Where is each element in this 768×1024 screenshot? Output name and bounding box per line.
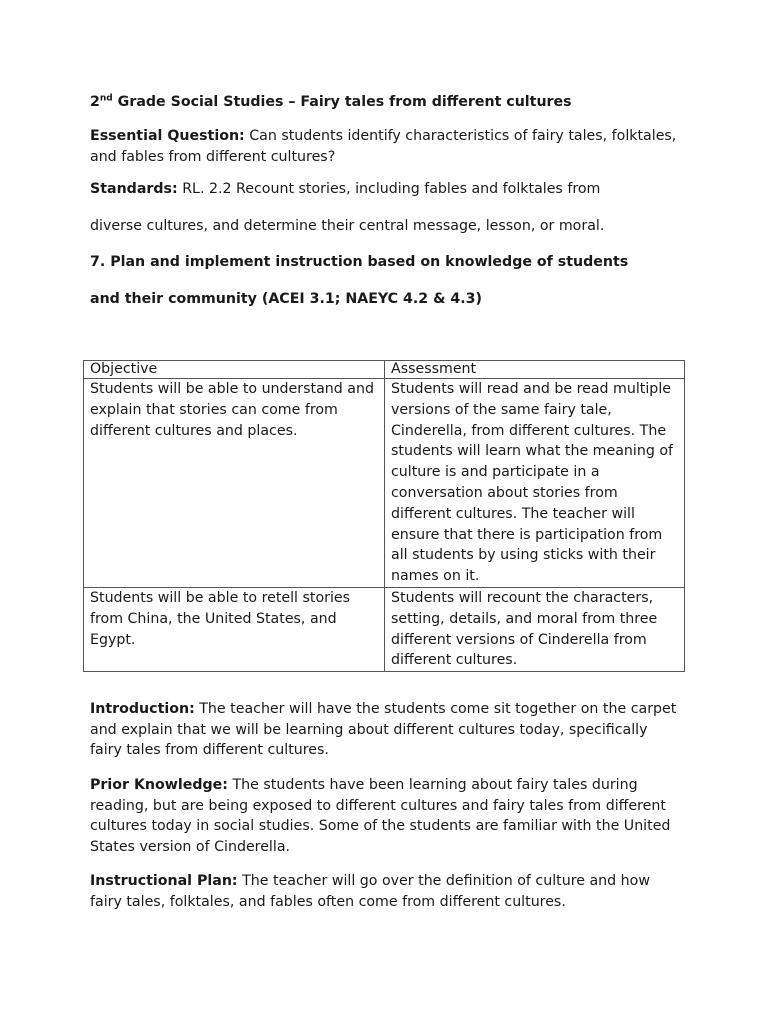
objective-header: Objective <box>84 361 385 379</box>
assessment-header: Assessment <box>385 361 685 379</box>
essential-question <box>90 126 680 167</box>
standards-line-1: RL. 2.2 Recount stories, including fables and folktales from <box>177 181 601 197</box>
prior-knowledge <box>90 775 680 857</box>
prior-knowledge-label: Prior Knowledge: <box>90 777 228 793</box>
assessment-cell: Students will recount the characters, setting, details, and moral from three different versions of Cinderella from different cultures. <box>385 587 685 671</box>
instructional-plan <box>90 871 680 912</box>
table-row <box>84 379 685 588</box>
objective-cell: Students will be able to retell stories from China, the United States, and Egypt. <box>84 587 385 671</box>
table-header-row <box>84 361 685 379</box>
table-row <box>84 587 685 671</box>
plan-line-2: and their community (ACEI 3.1; NAEYC 4.2 & 4.3) <box>90 291 483 307</box>
title-prefix: 2 <box>90 94 100 110</box>
objective-assessment-table <box>83 360 685 672</box>
essential-question-label: Essential Question: <box>90 128 245 144</box>
title-superscript: nd <box>99 93 113 104</box>
objective-cell: Students will be able to understand and explain that stories can come from different cultures and places. <box>84 379 385 588</box>
introduction-label: Introduction: <box>90 701 195 717</box>
introduction-text: The teacher will have the students come sit together on the carpet and explain that we will be learning about different cultures today, specifically fairy tales from different cultures. <box>90 701 677 758</box>
page-title <box>90 92 680 113</box>
instructional-plan-text: The teacher will go over the definition of culture and how fairy tales, folktales, and fables often come from different cultures. <box>90 873 650 910</box>
standards <box>90 171 680 245</box>
standards-line-2: diverse cultures, and determine their central message, lesson, or moral. <box>90 218 605 234</box>
introduction <box>90 699 680 761</box>
plan-line-1: 7. Plan and implement instruction based on knowledge of students <box>90 254 629 270</box>
essential-question-text: Can students identify characteristics of fairy tales, folktales, and fables from different cultures? <box>90 128 677 165</box>
instructional-plan-label: Instructional Plan: <box>90 873 238 889</box>
standards-label: Standards: <box>90 181 178 197</box>
title-text: Grade Social Studies – Fairy tales from different cultures <box>112 94 572 110</box>
prior-knowledge-text: The students have been learning about fairy tales during reading, but are being exposed to different cultures and fairy tales from different cultures today in social studies. Some of the students are familiar with the United States version of Cinderella. <box>90 777 671 855</box>
plan-heading <box>90 244 680 318</box>
assessment-cell: Students will read and be read multiple versions of the same fairy tale, Cinderella, from different cultures. The students will learn what the meaning of culture is and participate in a conversation about stories from different cultures. The teacher will ensure that there is participation from all students by using sticks with their names on it. <box>385 379 685 588</box>
